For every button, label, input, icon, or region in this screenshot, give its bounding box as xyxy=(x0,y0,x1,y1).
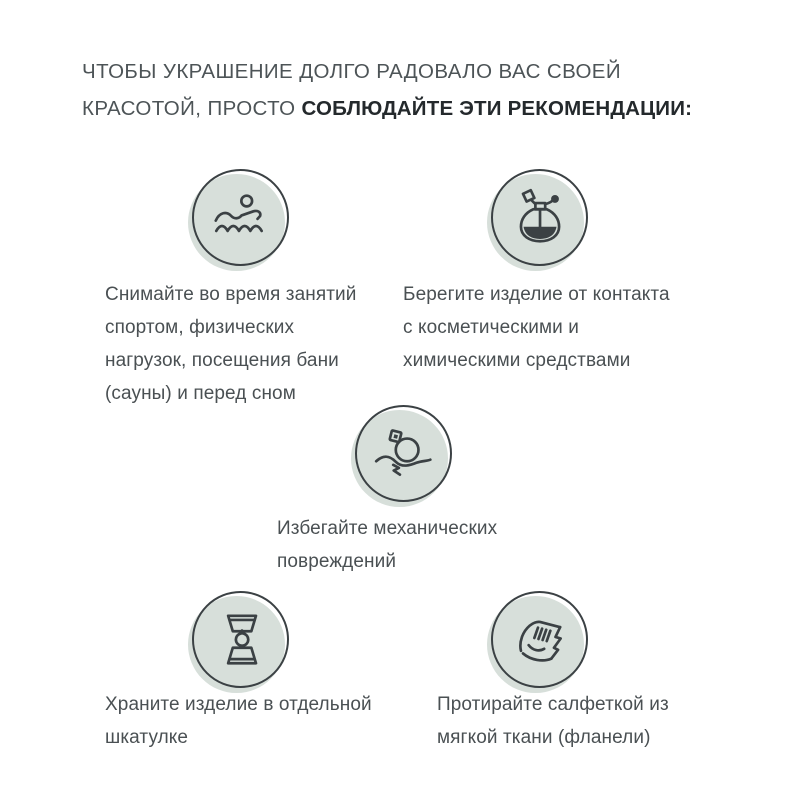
wiping-cloth-icon xyxy=(506,606,572,672)
heading-line-2 xyxy=(82,90,762,127)
ring-box-icon xyxy=(207,606,273,672)
recommendation-text-wiping: Протирайте салфеткой из мягкой ткани (фланели) xyxy=(437,694,669,748)
recommendation-text-activity: Снимайте во время занятий спортом, физических нагрузок, посещения бани (сауны) и перед сном xyxy=(105,284,357,404)
recommendation-text-cosmetics: Берегите изделие от контакта с косметическими и химическими средствами xyxy=(403,284,670,371)
recommendation-text-storage: Храните изделие в отдельной шкатулке xyxy=(105,694,372,748)
recommendation-text-mechanical: Избегайте механических повреждений xyxy=(277,518,498,572)
scratched-ring-icon xyxy=(370,420,436,486)
perfume-atomizer-icon xyxy=(506,184,572,250)
heading-line-2-bold: СОБЛЮДАЙТЕ ЭТИ РЕКОМЕНДАЦИИ: xyxy=(301,97,693,120)
recommendation-icon-circle xyxy=(351,405,453,508)
heading-line-1: ЧТОБЫ УКРАШЕНИЕ ДОЛГО РАДОВАЛО ВАС СВОЕЙ xyxy=(82,60,622,83)
recommendation-icon-circle xyxy=(188,591,290,694)
recommendation-icon-circle xyxy=(487,169,589,272)
recommendation-icon-circle xyxy=(487,591,589,694)
recommendation-icon-circle xyxy=(188,169,290,272)
heading-line-2-regular: КРАСОТОЙ, ПРОСТО xyxy=(82,97,302,120)
swimmer-icon xyxy=(207,184,273,250)
page-title xyxy=(82,53,762,127)
